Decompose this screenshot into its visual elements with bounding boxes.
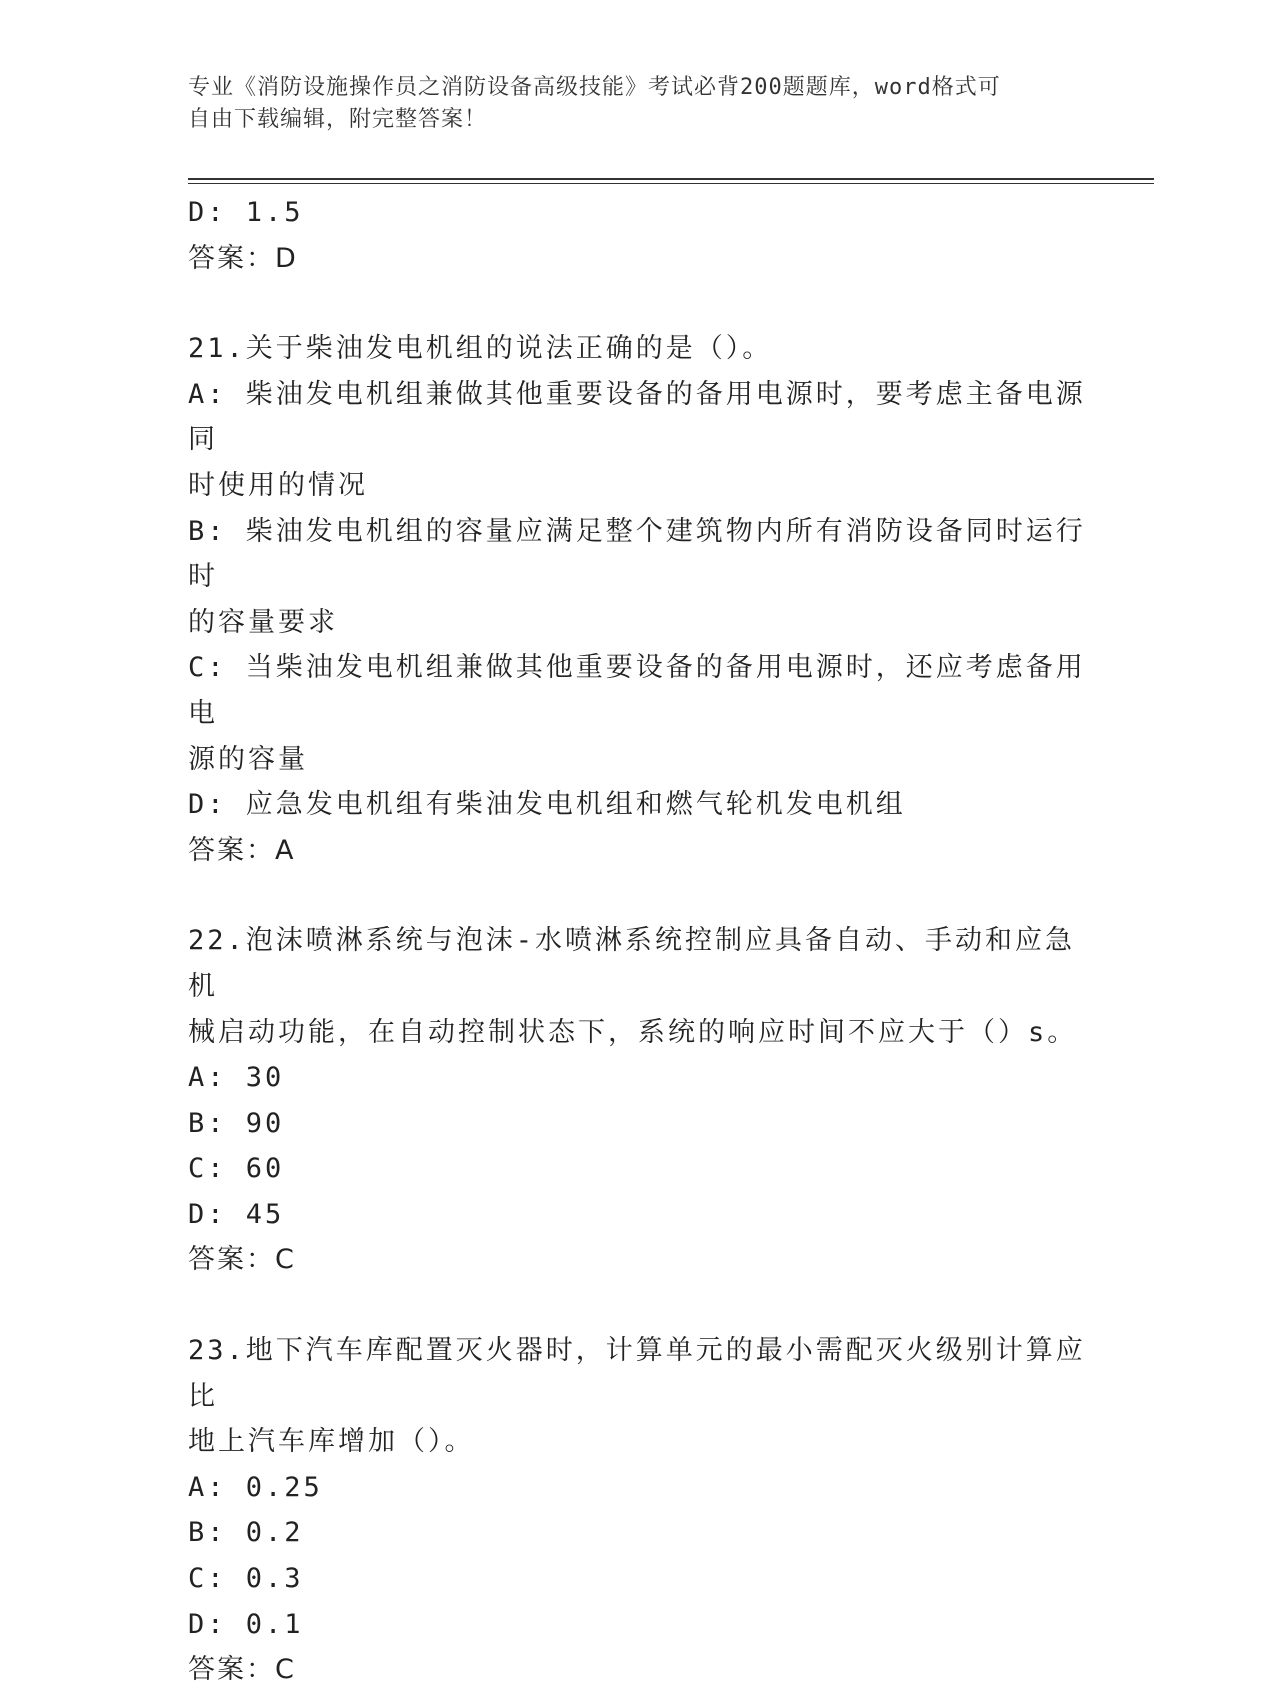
header-line-2: 自由下载编辑，附完整答案！ [188, 107, 488, 132]
header-line-1: 专业《消防设施操作员之消防设备高级技能》考试必背200题题库，word格式可 [188, 75, 1001, 100]
option-d: D: 应急发电机组有柴油发电机组和燃气轮机发电机组 [188, 789, 906, 821]
option-b-cont: 的容量要求 [188, 606, 338, 638]
option-d: D: 45 [188, 1198, 285, 1230]
option-a-cont: 时使用的情况 [188, 469, 368, 501]
option-c: C: 60 [188, 1153, 285, 1185]
spacer [188, 1283, 1088, 1328]
answer: 答案：A [188, 834, 296, 866]
spacer [188, 873, 1088, 918]
question-21 [188, 326, 1088, 873]
option-c: C: 当柴油发电机组兼做其他重要设备的备用电源时，还应考虑备用电 [188, 652, 1086, 729]
question-stem: 23.地下汽车库配置灭火器时，计算单元的最小需配灭火级别计算应比 [188, 1335, 1086, 1412]
answer: 答案：C [188, 1244, 296, 1276]
option-d: D: 0.1 [188, 1608, 304, 1640]
option-b: B: 0.2 [188, 1517, 304, 1549]
option-a: A: 0.25 [188, 1471, 323, 1503]
question-23 [188, 1328, 1088, 1693]
document-header [188, 72, 1078, 136]
header-divider-thick [188, 178, 1154, 180]
option-b: B: 柴油发电机组的容量应满足整个建筑物内所有消防设备同时运行时 [188, 515, 1086, 593]
header-divider-thin [188, 183, 1154, 184]
question-stem-cont: 械启动功能，在自动控制状态下，系统的响应时间不应大于（）s。 [188, 1016, 1078, 1048]
question-list [188, 190, 1088, 1693]
question-stem: 22.泡沫喷淋系统与泡沫-水喷淋系统控制应具备自动、手动和应急机 [188, 925, 1076, 1002]
option-a: A: 30 [188, 1062, 285, 1094]
spacer [188, 281, 1088, 326]
question-22 [188, 918, 1088, 1283]
question-stem: 21.关于柴油发电机组的说法正确的是（）。 [188, 333, 773, 365]
answer: 答案：C [188, 1654, 296, 1686]
prev-answer: 答案：D [188, 242, 298, 274]
question-stem-cont: 地上汽车库增加（）。 [188, 1426, 475, 1458]
option-c-cont: 源的容量 [188, 743, 308, 775]
prev-option-d: D: 1.5 [188, 197, 304, 228]
option-b: B: 90 [188, 1107, 285, 1139]
option-c: C: 0.3 [188, 1563, 304, 1595]
option-a: A: 柴油发电机组兼做其他重要设备的备用电源时，要考虑主备电源同 [188, 378, 1086, 456]
